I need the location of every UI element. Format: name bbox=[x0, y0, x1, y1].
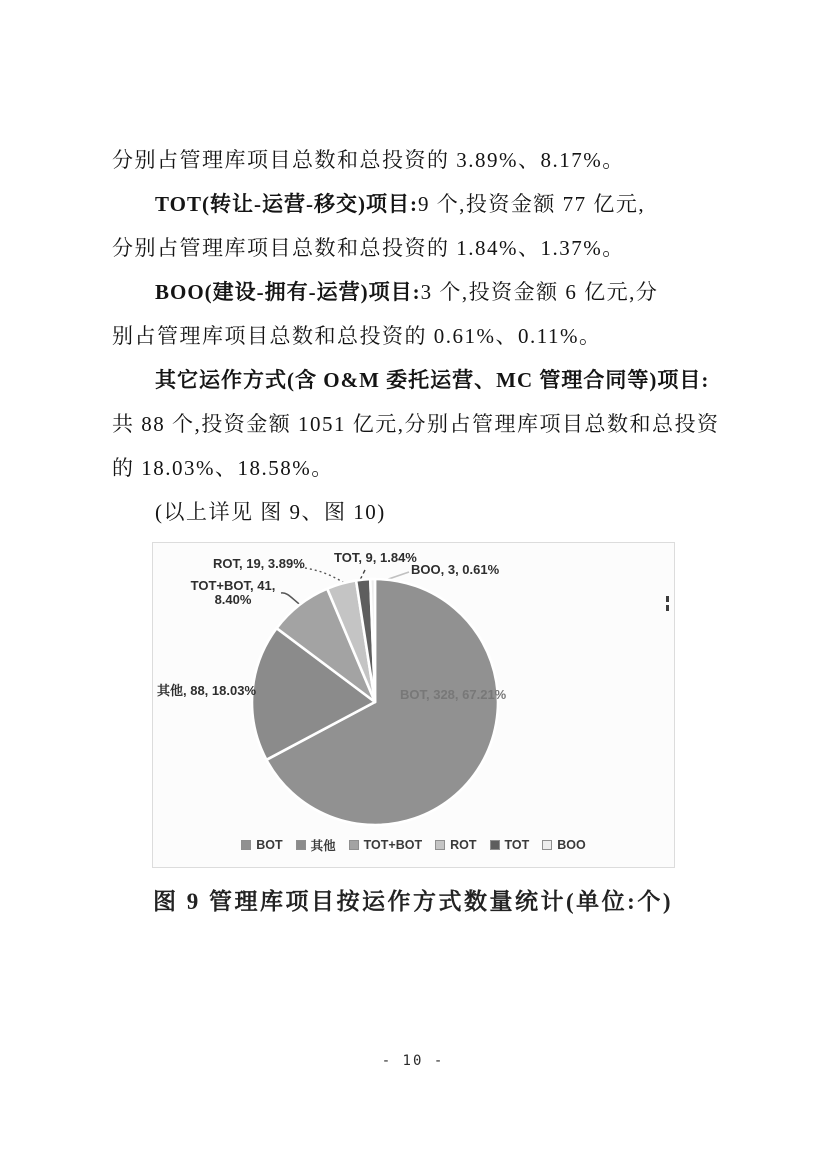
legend-label: BOO bbox=[557, 838, 586, 852]
body-text-block bbox=[112, 145, 728, 541]
paragraph-line: 其它运作方式(含 O&M 委托运营、MC 管理合同等)项目: bbox=[155, 368, 710, 392]
callout-label-tot: TOT, 9, 1.84% bbox=[334, 550, 417, 565]
paragraph-line: 别占管理库项目总数和总投资的 0.61%、0.11%。 bbox=[112, 324, 602, 348]
legend-item-BOO bbox=[542, 838, 585, 852]
legend-item-ROT bbox=[435, 838, 476, 852]
legend-item-其他 bbox=[296, 836, 336, 854]
paragraph-line: (以上详见 图 9、图 10) bbox=[155, 500, 386, 524]
legend-label: 其他 bbox=[310, 839, 336, 853]
legend-swatch bbox=[349, 840, 359, 850]
legend-item-BOT bbox=[241, 838, 282, 852]
legend-swatch bbox=[490, 840, 500, 850]
paragraph-line: 共 88 个,投资金额 1051 亿元,分别占管理库项目总数和总投资 bbox=[112, 412, 720, 436]
legend-swatch bbox=[435, 840, 445, 850]
paragraph-line: 分别占管理库项目总数和总投资的 1.84%、1.37%。 bbox=[112, 236, 625, 260]
callout-label-rot: ROT, 19, 3.89% bbox=[213, 556, 305, 571]
legend-label: BOT bbox=[256, 838, 283, 852]
callout-label-totbot: TOT+BOT, 41, 8.40% bbox=[190, 578, 276, 607]
paragraph-line: 的 18.03%、18.58%。 bbox=[112, 456, 334, 480]
legend-label: TOT bbox=[504, 838, 530, 852]
callout-label-bot: BOT, 328, 67.21% bbox=[400, 687, 507, 702]
legend-item-TOT+BOT bbox=[349, 838, 422, 852]
legend-swatch bbox=[296, 840, 306, 850]
legend-label: ROT bbox=[450, 838, 477, 852]
legend-swatch bbox=[542, 840, 552, 850]
scan-artifact bbox=[666, 596, 669, 611]
pie-chart-figure bbox=[152, 542, 675, 868]
chart-legend bbox=[153, 836, 674, 854]
callout-label-boo: BOO, 3, 0.61% bbox=[411, 562, 500, 577]
legend-swatch bbox=[241, 840, 251, 850]
figure-caption: 图 9 管理库项目按运作方式数量统计(单位:个) bbox=[153, 889, 673, 914]
legend-item-TOT bbox=[490, 838, 530, 852]
callout-label-qita: 其他, 88, 18.03% bbox=[157, 683, 256, 698]
paragraph-line: 分别占管理库项目总数和总投资的 3.89%、8.17%。 bbox=[112, 148, 625, 172]
paragraph-line: TOT(转让-运营-移交)项目:9 个,投资金额 77 亿元, bbox=[155, 192, 646, 216]
paragraph-line: BOO(建设-拥有-运营)项目:3 个,投资金额 6 亿元,分 bbox=[155, 280, 659, 304]
page-number: - 10 - bbox=[381, 1053, 445, 1069]
legend-label: TOT+BOT bbox=[363, 838, 423, 852]
